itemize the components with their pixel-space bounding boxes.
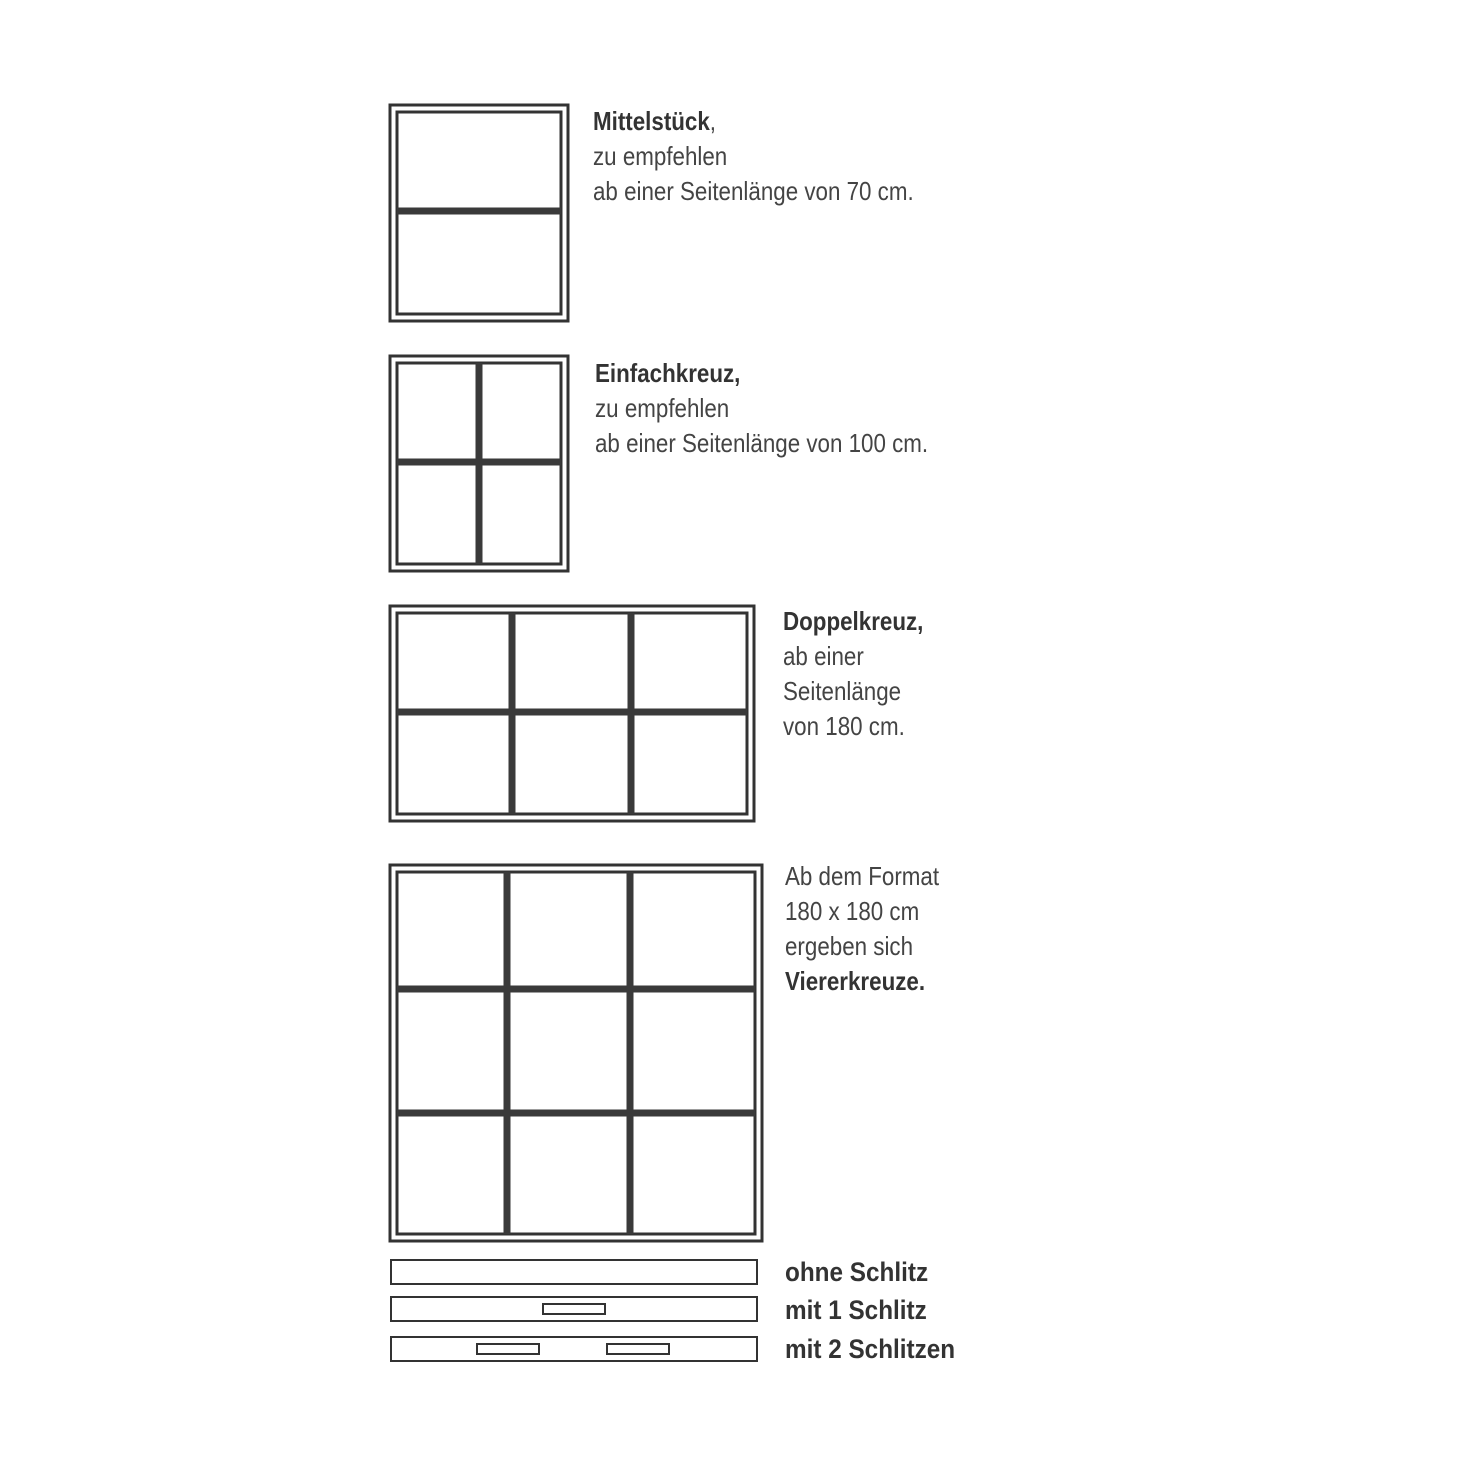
slot [477, 1344, 539, 1354]
label-line: zu empfehlen [593, 141, 728, 171]
label-line: ab einer Seitenlänge von 100 cm. [595, 428, 929, 458]
frame-mittelstueck [390, 105, 568, 321]
slot-bar-body [391, 1260, 757, 1284]
slot-bar-two [391, 1337, 757, 1361]
label-line: Ab dem Format [785, 861, 940, 891]
slot [543, 1304, 605, 1314]
label-title: Mittelstück [593, 106, 710, 136]
frame-viererkreuz [390, 865, 762, 1241]
frame-doppelkreuz [390, 606, 754, 821]
label-title-suffix: , [709, 106, 717, 136]
label-slot-one: mit 1 Schlitz [785, 1295, 927, 1325]
label-line: ab einer [783, 641, 864, 671]
slot-bar-body [391, 1337, 757, 1361]
label-line: 180 x 180 cm [785, 896, 920, 926]
label-mittelstueck [593, 104, 914, 209]
label-line: Seitenlänge [783, 676, 902, 706]
label-line: zu empfehlen [595, 393, 730, 423]
slot-bar-one [391, 1297, 757, 1321]
label-slot-none: ohne Schlitz [785, 1257, 929, 1287]
label-line: von 180 cm. [783, 711, 905, 741]
slot [607, 1344, 669, 1354]
label-line: ab einer Seitenlänge von 70 cm. [593, 176, 914, 206]
frame-inner-border [397, 872, 755, 1234]
label-slot-two: mit 2 Schlitzen [785, 1334, 956, 1364]
label-viererkreuz [785, 859, 939, 999]
label-doppelkreuz [783, 604, 923, 744]
slot-bar-none [391, 1260, 757, 1284]
label-title: Doppelkreuz, [783, 606, 924, 636]
label-einfachkreuz [595, 356, 928, 461]
label-title: Viererkreuze. [785, 966, 926, 996]
frame-einfachkreuz [390, 356, 568, 571]
slot-bar-body [391, 1297, 757, 1321]
label-line: ergeben sich [785, 931, 914, 961]
frame-outer-border [390, 865, 762, 1241]
label-title: Einfachkreuz, [595, 358, 741, 388]
